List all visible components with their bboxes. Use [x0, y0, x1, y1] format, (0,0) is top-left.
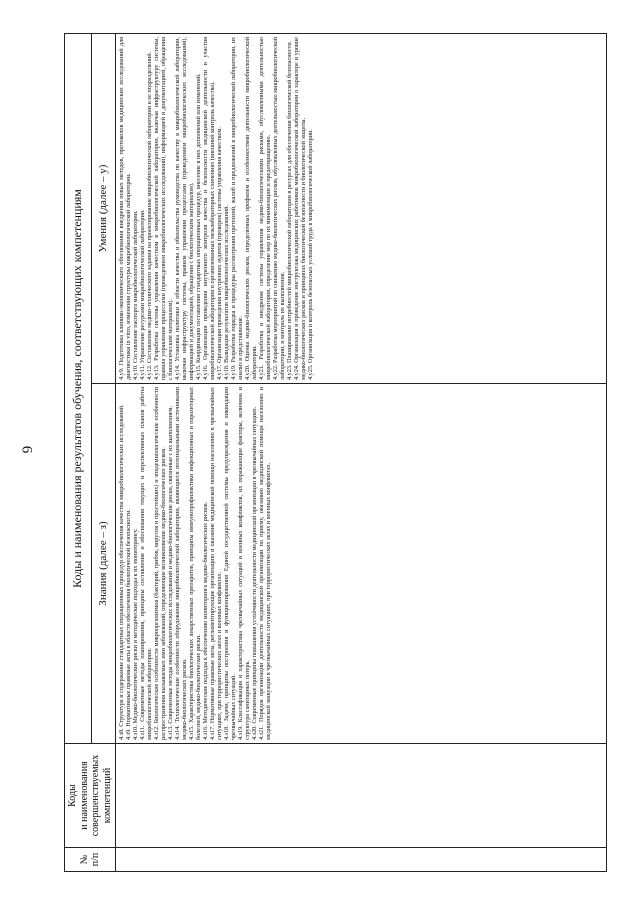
- col-codes-line: совершенствуемых: [90, 754, 101, 837]
- col-codes-line: Коды: [67, 784, 78, 807]
- col-codes-line: компетенций: [101, 767, 113, 824]
- knowledge-item: 4.з14. Технологические особенности оборудования микробиологической лаборатории, являющиеся потенциальными источниками медико-биологических рисков.: [174, 387, 188, 740]
- skill-item: 4.у14. Установка политики в области качества и обязательства руководства по качеству в микробиологической лаборатории, включая инфраструктуру системы, правила управления процессами (проведением микробиологических исследований), информацией и документацией, обращения с биологическим материалом).: [174, 36, 195, 380]
- knowledge-cell: [116, 384, 607, 744]
- knowledge-item: 4.з16. Методические подходы к обеспечению мониторинга медико-биологических рисков.: [202, 501, 209, 740]
- number-cell: [116, 848, 607, 872]
- skill-item: 4.у25. Организация и контроль безопасных условий труда в микробиологической лаборатории.: [307, 129, 314, 380]
- skill-item: 4.у17. Организация проведения внутренних аудитов (проверок) системы управления качеством.: [216, 127, 223, 380]
- skill-item: 4.у23. Планирование потребностей микробиологической лаборатории в ресурсах для обеспечения биологической безопасности.: [286, 40, 293, 380]
- knowledge-item: 4.з19. Классификация и характеристика чрезвычайных ситуаций и военных конфликтов, их поражающие факторы, величина и структура санитарных потерь.: [237, 387, 251, 740]
- col-codes-line: и наименования: [78, 761, 90, 830]
- skill-item: 4.у15. Координация составления стандартных операционных процедур, внесение в них дополнений или изменений.: [195, 73, 202, 380]
- knowledge-item: 4.з20. Современные принципы повышения устойчивости деятельности медицинской организации в чрезвычайных ситуациях.: [251, 406, 258, 740]
- knowledge-item: 4.з13. Современные методы микробиологических исследований и медико-биологические риски, связанные с их выполнением.: [167, 405, 174, 740]
- knowledge-item: 4.з17. Нормативные правовые акты, регламентирующие организацию и оказание медицинской помощи населению в чрезвычайных ситуациях, при террористических актах и военных конфликтах.: [209, 387, 223, 740]
- skill-item: 4.у13. Разработка системы управления качеством в микробиологической лаборатории, включая инфраструктуру системы, правила управления процессами (проведением микробиологических исследований), информацией и документацией, обращения с биологическим материалом).: [153, 36, 174, 380]
- knowledge-item: 4.з15. Характеристика биологических лекарственных препаратов, принципы иммунопрофилактики инфекционных и паразитарных болезней, медико-биологические риски.: [188, 387, 202, 740]
- skill-item: 4.у24. Организация и проведение инструктажа медицинских работников микробиологической лаборатории о характере и уровне медико-биологических рисков и принципах биологической безопасности и биологической защиты.: [293, 36, 307, 380]
- skills-cell: [116, 33, 607, 383]
- codes-cell: [116, 744, 607, 848]
- skill-item: 4.у12. Составление медико-технического задания на проектирование микробиологической лаборатории и ее подразделений.: [146, 51, 153, 380]
- skill-item: 4.у22. Разработка мероприятий по снижению медико-биологических рисков, обусловленных деятельностью микробиологической лаборатории, и контроль их выполнения.: [272, 36, 286, 380]
- skills-header: Умения (далее – у): [91, 33, 115, 383]
- results-group-header: Коды и наименования результатов обучения, соответствующих компетенциям: [65, 33, 92, 743]
- skill-item: 4.у16. Организация проведения внутреннего контроля качества и безопасности медицинской деятельности и участия микробиологической лаборатории в организованных межлабораторных сличениях (внешний контроль качества).: [202, 36, 216, 380]
- skill-item: 4.у21. Разработка и внедрение системы управления медико-биологическими рисками, обусловленными деятельностью микробиологической лаборатории, определение мер по их минимизации и предотвращению.: [258, 36, 272, 380]
- knowledge-item: 4.з10. Медико-биологические риски и методические подходы к их мониторингу.: [132, 528, 139, 740]
- page-number: 6: [18, 445, 35, 454]
- skill-item: 4.у20. Оценка медико-биологических рисков, определенных профилем и особенностями деятельности микробиологической лаборатории.: [244, 36, 258, 380]
- col-codes-header: [65, 744, 116, 848]
- rotated-page-content: [64, 34, 607, 872]
- knowledge-item: 4.з12. Биологические особенности микроорганизмов (бактерий, грибов, вирусов и простейших) и эпидемиологические особенности распространения вызываемых ими заболеваний, определяющие возникновение медико-биологических рисков.: [153, 387, 167, 740]
- table-row: [116, 33, 607, 871]
- knowledge-item: 4.з21. Порядок организации деятельности медицинской организации по приему, оказанию медицинской помощи населению и медицинской эвакуации в чрезвычайных ситуациях, при террористических актах и военных конфликтах.: [258, 387, 272, 740]
- knowledge-item: 4.з9. Нормативные правовые акты в области обеспечения биологической безопасности.: [125, 509, 132, 740]
- knowledge-item: 4.з18. Задачи, принципы построения и функционирования Единой государственной системы предупреждения и ликвидации чрезвычайных ситуаций.: [223, 387, 237, 740]
- knowledge-item: 4.з8. Структура и содержание стандартных операционных процедур обеспечения качества микробиологических исследований.: [118, 404, 125, 740]
- skill-item: 4.у18. Валидация результатов микробиологических исследований.: [223, 204, 230, 380]
- skill-item: 4.у11. Управление ресурсами микробиологической лаборатории.: [139, 209, 146, 380]
- knowledge-item: 4.з11. Современные методы планирования, принципы составления и обоснования текущих и перспективных планов работы микробиологической лаборатории.: [139, 387, 153, 740]
- skill-item: 4.у9. Подготовка клинико-экономического обоснования внедрения новых методов, протоколов медицинских исследований для диагностики in vitro, изменения структуры микробиологической лаборатории.: [118, 36, 132, 380]
- competency-table: [64, 33, 607, 872]
- skill-item: 4.у10. Составление паспорта микробиологической лаборатории.: [132, 210, 139, 380]
- col-number-header: № п/п: [65, 848, 116, 872]
- skill-item: 4.у19. Разработка порядка и процедуры рассмотрения претензий, жалоб и предложений в микробиологической лаборатории, их анализ и представление.: [230, 36, 244, 380]
- knowledge-header: Знания (далее – з): [91, 384, 115, 744]
- table-header-row: [65, 33, 92, 871]
